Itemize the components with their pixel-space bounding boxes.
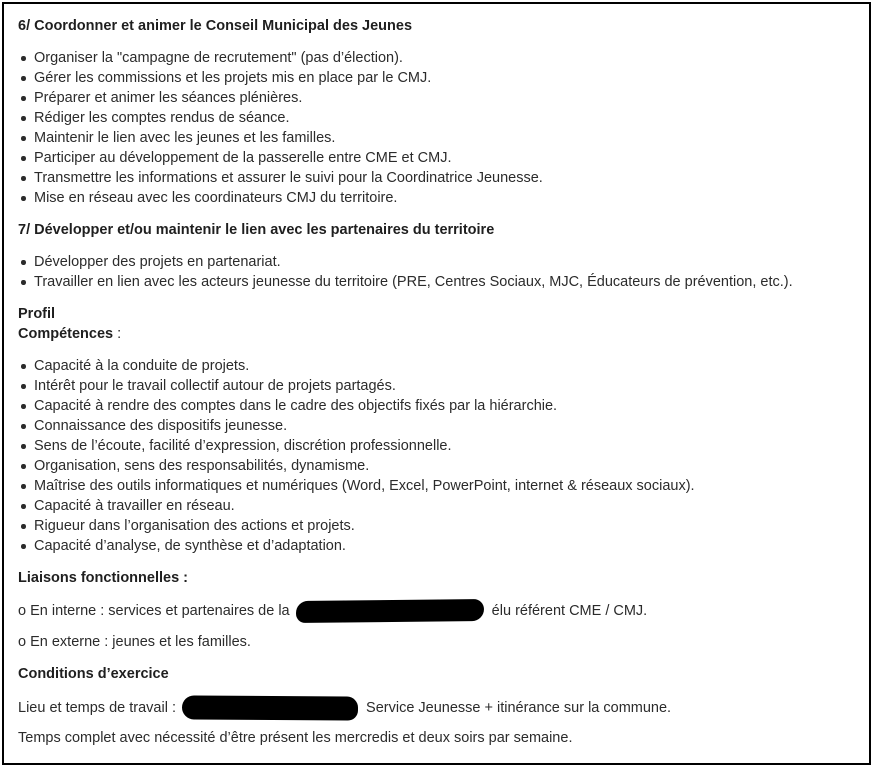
list-item: Rédiger les comptes rendus de séance. — [18, 108, 290, 128]
list-item: Rigueur dans l’organisation des actions et projets. — [18, 516, 355, 536]
conditions-lieu — [18, 696, 671, 720]
competences-label: Compétences — [18, 326, 114, 342]
section-7-heading: 7/ Développer et/ou maintenir le lien avec les partenaires du territoire — [18, 222, 495, 238]
list-item: Organisation, sens des responsabilités, dynamisme. — [18, 456, 369, 476]
competences-suffix: : — [113, 326, 122, 342]
list-item: Mise en réseau avec les coordinateurs CMJ du territoire. — [18, 188, 397, 208]
list-item: Travailler en lien avec les acteurs jeunesse du territoire (PRE, Centres Sociaux, MJC, Éducateurs de prévention, etc.). — [18, 272, 793, 292]
conditions-temps: Temps complet avec nécessité d’être présent les mercredis et deux soirs par semaine. — [18, 730, 573, 746]
liaisons-heading: Liaisons fonctionnelles : — [18, 570, 188, 586]
liaison-interne-text-end: élu référent CME / CMJ. — [487, 602, 648, 619]
section-6-heading: 6/ Coordonner et animer le Conseil Municipal des Jeunes — [18, 18, 413, 34]
liaison-externe: o En externe : jeunes et les familles. — [18, 634, 251, 650]
list-item: Connaissance des dispositifs jeunesse. — [18, 416, 287, 436]
conditions-lieu-text-start: Lieu et temps de travail : — [18, 699, 180, 716]
liaison-interne-text-start: o En interne : services et partenaires de la — [18, 602, 294, 619]
list-item: Capacité à travailler en réseau. — [18, 496, 235, 516]
list-item: Sens de l’écoute, facilité d’expression, discrétion professionnelle. — [18, 436, 452, 456]
redaction-mark — [296, 599, 484, 623]
list-item: Préparer et animer les séances plénières. — [18, 88, 302, 108]
list-item: Organiser la "campagne de recrutement" (pas d’élection). — [18, 48, 403, 68]
list-item: Capacité à la conduite de projets. — [18, 356, 249, 376]
redaction-mark — [182, 695, 358, 720]
liaison-interne — [18, 600, 647, 622]
conditions-heading: Conditions d’exercice — [18, 666, 169, 682]
list-item: Capacité à rendre des comptes dans le cadre des objectifs fixés par la hiérarchie. — [18, 396, 557, 416]
list-item: Maintenir le lien avec les jeunes et les familles. — [18, 128, 335, 148]
list-item: Intérêt pour le travail collectif autour de projets partagés. — [18, 376, 396, 396]
profil-heading: Profil — [18, 306, 56, 322]
conditions-lieu-text-end: Service Jeunesse + itinérance sur la commune. — [362, 699, 672, 716]
list-item: Maîtrise des outils informatiques et numériques (Word, Excel, PowerPoint, internet & réseaux sociaux). — [18, 476, 695, 496]
list-item: Transmettre les informations et assurer le suivi pour la Coordinatrice Jeunesse. — [18, 168, 543, 188]
document-frame — [2, 2, 871, 765]
competences-label-line — [18, 324, 121, 344]
list-item: Gérer les commissions et les projets mis en place par le CMJ. — [18, 68, 431, 88]
list-item: Capacité d’analyse, de synthèse et d’adaptation. — [18, 536, 346, 556]
list-item: Participer au développement de la passerelle entre CME et CMJ. — [18, 148, 451, 168]
list-item: Développer des projets en partenariat. — [18, 252, 281, 272]
